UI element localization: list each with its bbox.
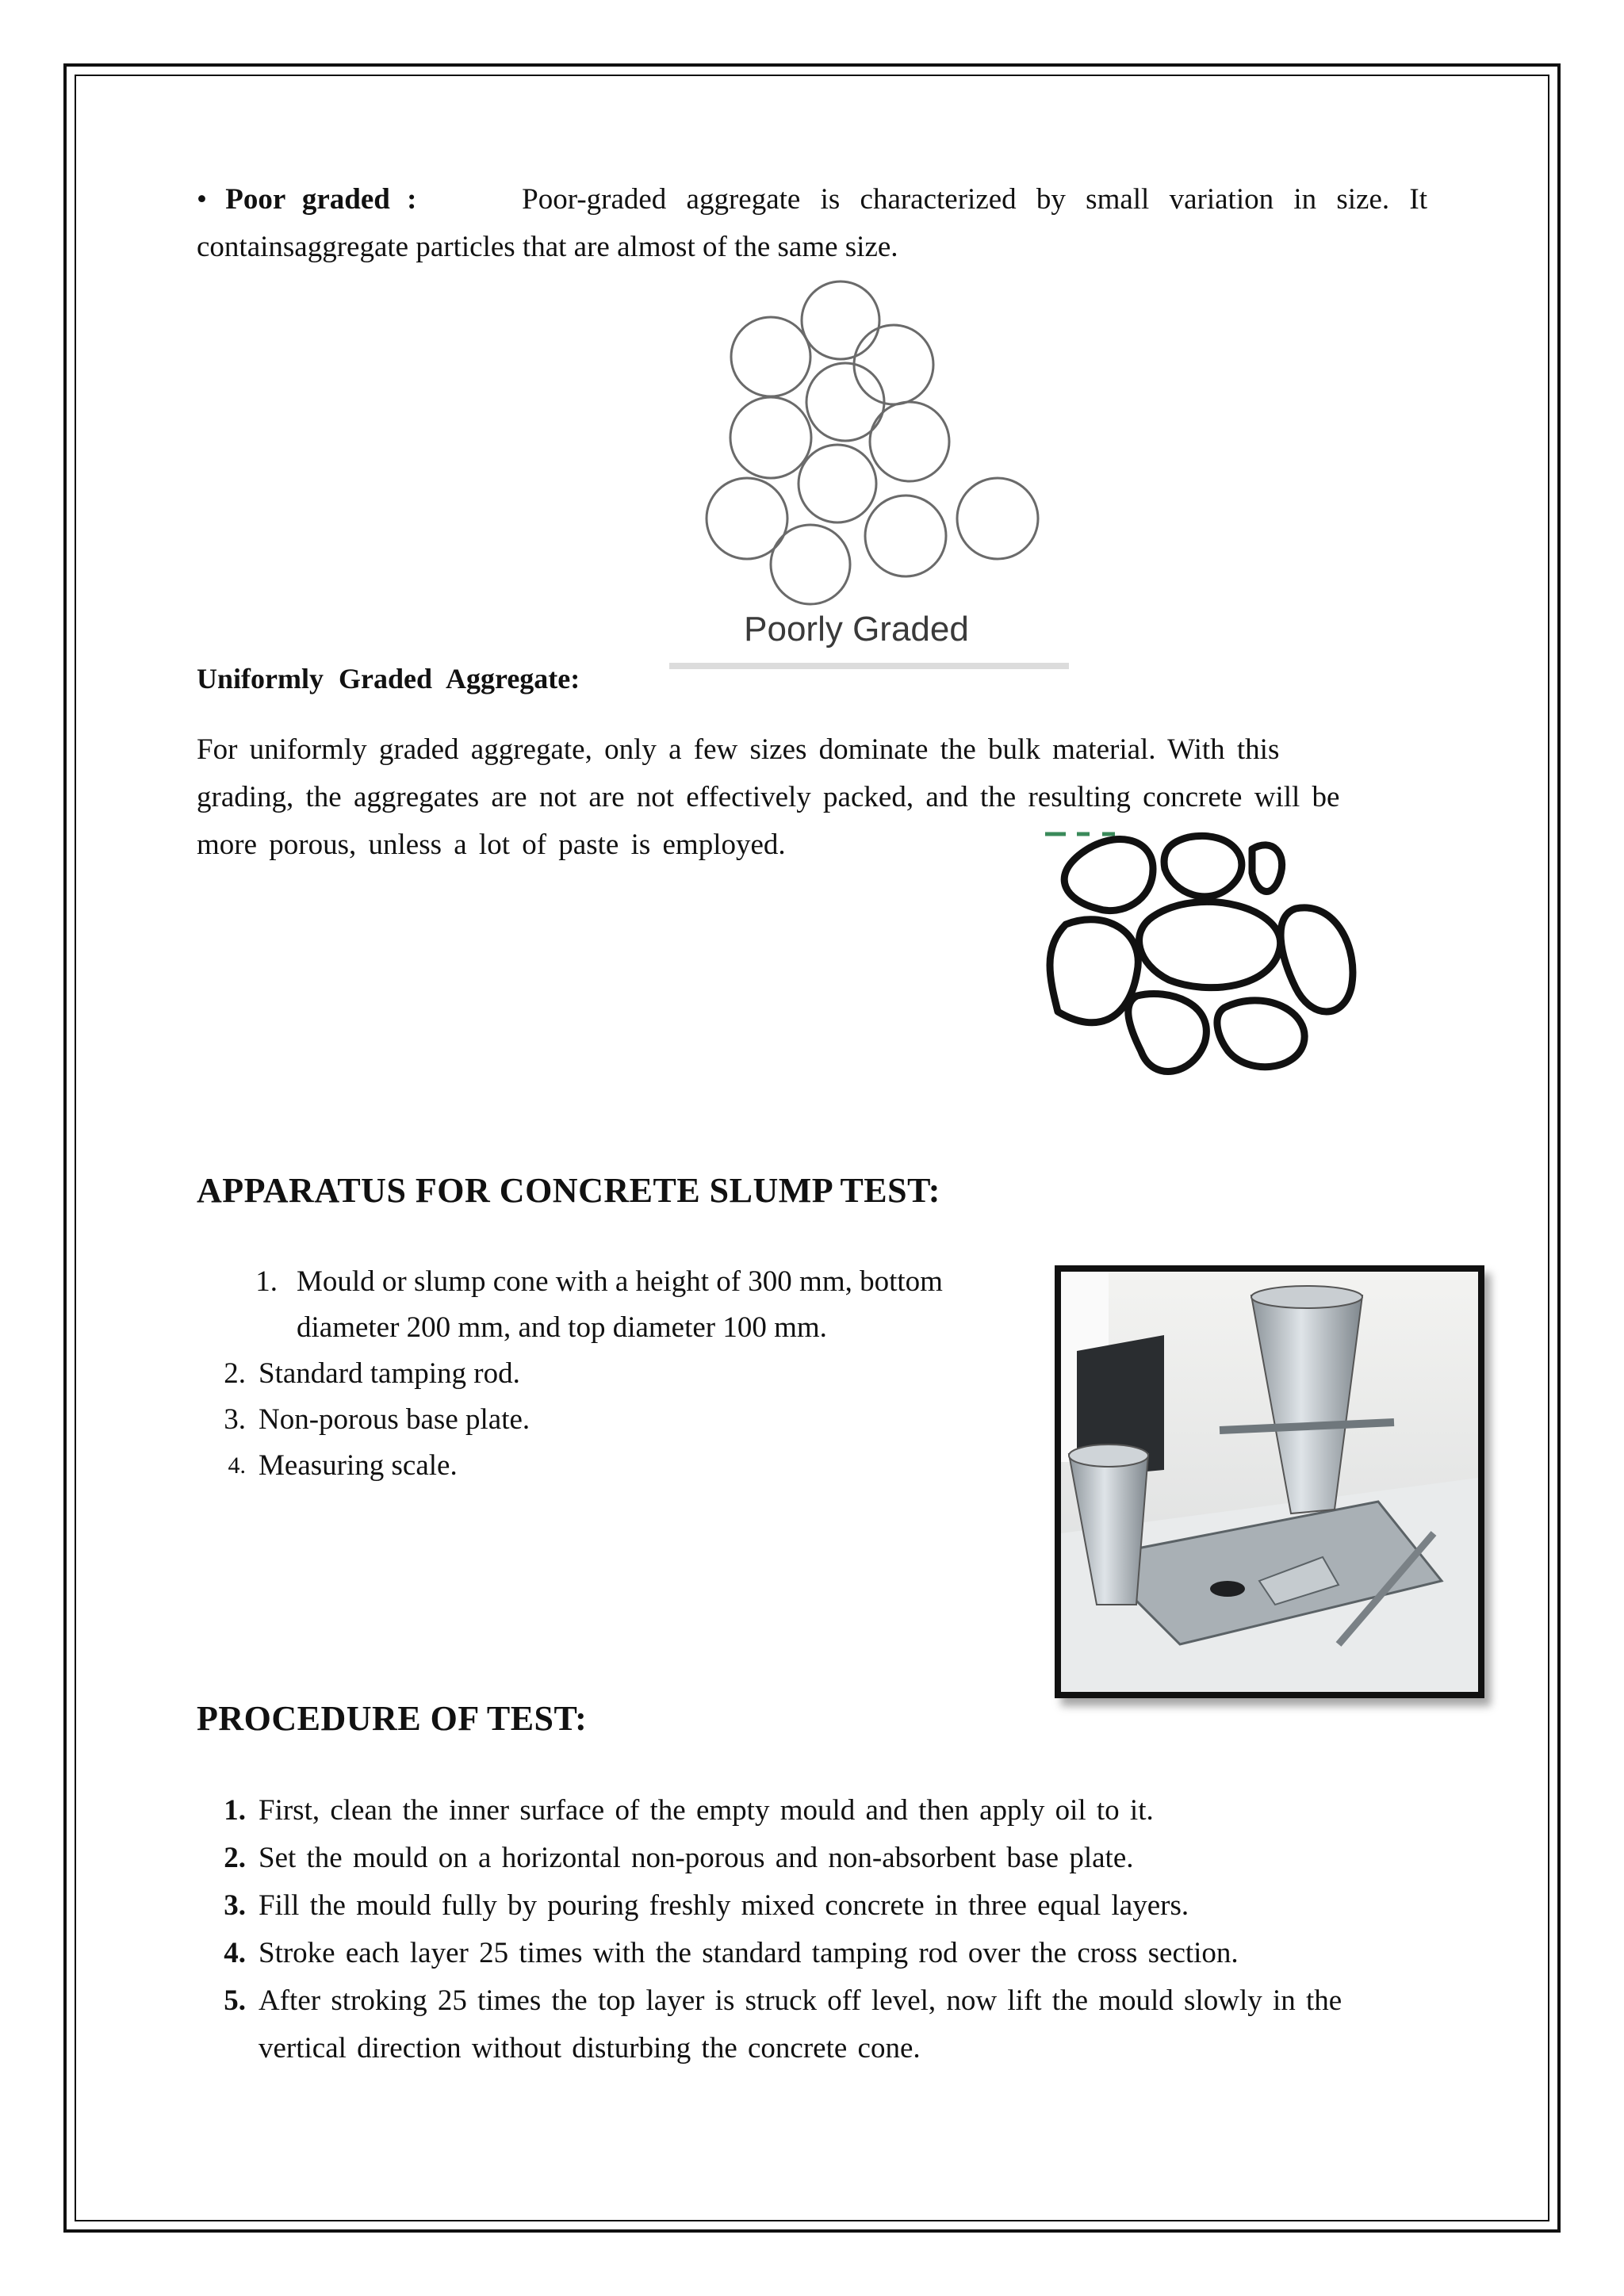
particle-circle [865,496,946,576]
step-text: Fill the mould fully by pouring freshly mixed concrete in three equal layers. [259,1889,1189,1922]
rubber-foot [1210,1581,1245,1597]
uniform-line-3: more porous, unless a lot of paste is employed. [197,828,786,861]
particle-shape [1139,901,1281,987]
poor-graded-term-group [197,176,416,224]
step-text: Stroke each layer 25 times with the standard tamping rod over the cross section. [259,1937,1239,1969]
step-number: 5. [224,1984,246,2017]
list-number: 4. [228,1452,246,1479]
step-number: 4. [224,1937,246,1969]
figure-caption: Poorly Graded [744,610,969,649]
procedure-step [198,1835,1435,1882]
funnel-top [1069,1445,1148,1467]
procedure-step [198,1977,1435,2072]
uniform-heading: Uniformly Graded Aggregate: [197,663,580,695]
particle-circle [731,317,810,396]
particle-circle [802,281,879,359]
list-text: Non-porous base plate. [259,1403,530,1436]
poor-graded-paragraph [197,176,1427,271]
particle-shape [1164,836,1242,896]
bullet: • [197,183,207,216]
list-number: 1. [255,1265,278,1298]
particle-shape [1217,1001,1304,1067]
apparatus-list [198,1259,1023,1489]
apparatus-item [198,1397,1023,1443]
step-number: 3. [224,1889,246,1922]
particle-shape [1064,840,1153,911]
list-text-cont: diameter 200 mm, and top diameter 100 mm. [297,1311,827,1344]
list-text: Standard tamping rod. [259,1357,520,1390]
poorly-graded-figure [668,279,1072,672]
apparatus-item [198,1351,1023,1397]
poor-graded-term: Poor graded : [225,183,417,216]
list-text: Mould or slump cone with a height of 300 mm, bottom [297,1265,943,1298]
particle-shape [1128,994,1207,1072]
particle-shape [1252,845,1282,892]
particle-shape [1050,920,1138,1023]
uniformly-graded-figure [1034,829,1367,1083]
procedure-list [198,1787,1435,2072]
particle-shape [1281,908,1353,1012]
figure-underline [669,663,1069,669]
particle-circle [771,525,850,604]
list-number: 3. [224,1403,246,1436]
poor-graded-definition: Poor-graded aggregate is characterized by small variation in size. It [522,183,1427,216]
procedure-heading: PROCEDURE OF TEST: [197,1699,588,1738]
particle-circle [957,478,1038,559]
uniform-line-1: For uniformly graded aggregate, only a few sizes dominate the bulk material. With this [197,733,1280,766]
step-text: Set the mould on a horizontal non-porous and non-absorbent base plate. [259,1842,1134,1874]
step-text: After stroking 25 times the top layer is struck off level, now lift the mould slowly in the [259,1984,1342,2017]
particle-circle [730,397,811,478]
particle-circle [854,325,933,404]
apparatus-item [198,1443,1023,1489]
poor-graded-line-1 [197,176,1427,224]
cone-top [1251,1286,1362,1308]
list-number: 2. [224,1357,246,1390]
uniform-line-2: grading, the aggregates are not are not effectively packed, and the resulting concrete will be [197,781,1340,813]
apparatus-item [198,1259,1023,1351]
step-number: 1. [224,1794,246,1827]
step-text: First, clean the inner surface of the empty mould and then apply oil to it. [259,1794,1154,1827]
procedure-step [198,1787,1435,1835]
step-text-cont: vertical direction without disturbing the concrete cone. [259,2032,921,2064]
procedure-step [198,1930,1435,1977]
particle-circle [799,445,876,522]
procedure-step [198,1882,1435,1930]
particle-circle [870,402,949,481]
list-text: Measuring scale. [259,1449,458,1482]
step-number: 2. [224,1842,246,1874]
poor-graded-line-2: containsaggregate particles that are almost of the same size. [197,231,898,263]
apparatus-heading: APPARATUS FOR CONCRETE SLUMP TEST: [197,1171,940,1210]
slump-test-apparatus-photo [1055,1265,1484,1698]
